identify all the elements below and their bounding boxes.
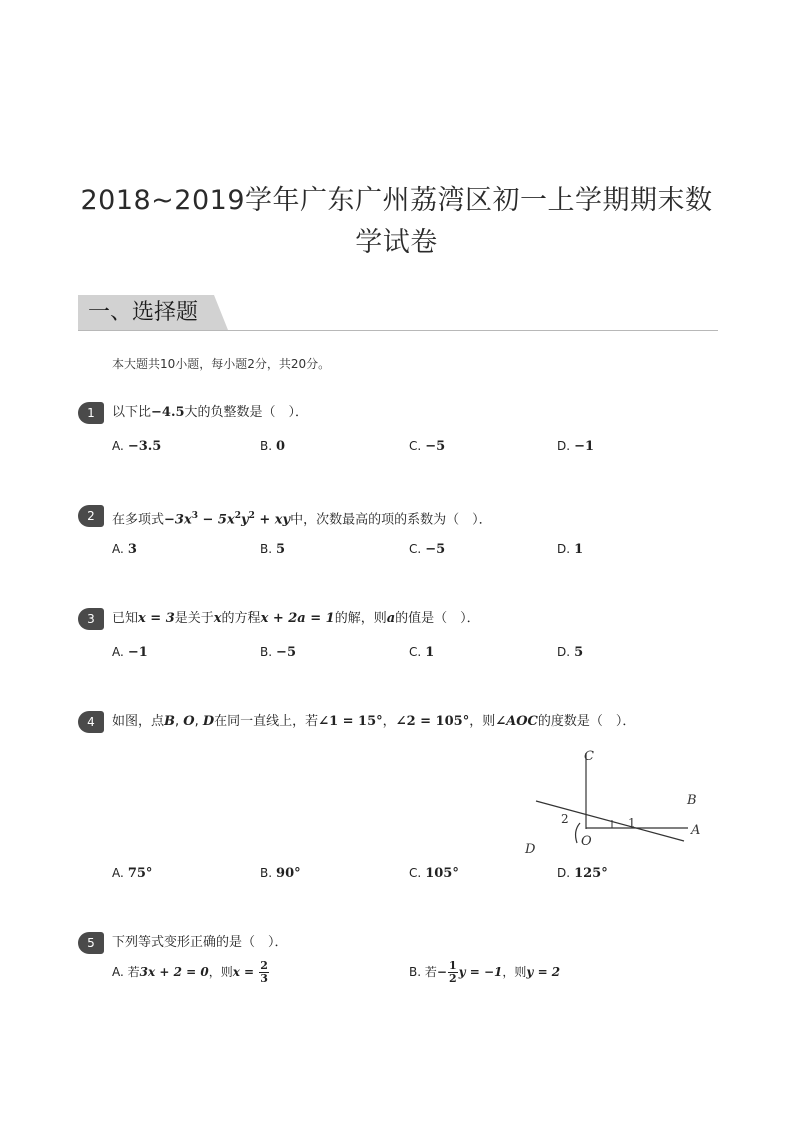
stem-math: + xy <box>254 512 291 528</box>
stem-text: , <box>194 714 203 729</box>
option-value: −1 <box>574 439 595 454</box>
option-letter: A. <box>112 645 124 659</box>
option-letter: B. <box>409 965 422 979</box>
stem-text: 已知 <box>112 611 139 626</box>
option-b[interactable] <box>260 541 285 558</box>
label-angle-2: 2 <box>561 812 569 826</box>
option-c[interactable] <box>409 865 459 882</box>
stem-text: 的方程 <box>221 611 261 626</box>
section-divider <box>78 330 718 331</box>
option-letter: B. <box>260 866 273 880</box>
label-d: D <box>525 842 536 857</box>
stem-math: x <box>213 611 222 626</box>
option-b[interactable] <box>260 865 301 882</box>
option-value: 0 <box>276 439 286 454</box>
stem-math: x + 2a = 1 <box>260 611 335 626</box>
option-letter: C. <box>409 542 422 556</box>
stem-math: D <box>202 714 215 729</box>
fraction-denominator: 3 <box>260 972 268 985</box>
option-letter: D. <box>557 645 571 659</box>
option-value: −5 <box>425 542 446 557</box>
question-stem <box>112 714 635 730</box>
section-instructions: 本大题共10小题，每小题2分，共20分。 <box>112 357 331 371</box>
option-letter: D. <box>557 542 571 556</box>
option-text: 若 <box>424 965 437 979</box>
stem-text: 以下比 <box>112 405 152 420</box>
option-c[interactable] <box>409 541 445 558</box>
angle-2-arc <box>576 823 580 843</box>
question-stem <box>112 611 480 627</box>
option-value: 75° <box>127 866 153 881</box>
stem-text: 中，次数最高的项的系数为（ ）． <box>290 512 492 528</box>
option-b[interactable] <box>409 960 560 985</box>
stem-math: B <box>164 714 176 729</box>
option-value: 5 <box>276 542 286 557</box>
option-value: 1 <box>425 645 435 660</box>
option-text: 若 <box>127 965 140 979</box>
option-b[interactable] <box>260 644 296 661</box>
stem-exponent: 2 <box>234 511 241 521</box>
option-a[interactable] <box>112 438 161 455</box>
option-value: 90° <box>276 866 301 881</box>
option-d[interactable] <box>557 644 583 661</box>
stem-text: ， <box>382 714 396 729</box>
option-b[interactable] <box>260 438 285 455</box>
option-letter: B. <box>260 542 273 556</box>
question-stem <box>112 508 492 528</box>
stem-text: 是关于 <box>174 611 214 626</box>
question-number-badge: 2 <box>78 505 104 527</box>
option-value: −1 <box>127 645 148 660</box>
fraction-numerator: 1 <box>448 959 457 972</box>
stem-math: ∠2 = 105° <box>395 714 470 729</box>
option-math: x = <box>232 965 259 979</box>
label-b: B <box>687 793 697 808</box>
question-number-badge: 4 <box>78 711 104 733</box>
question-stem: 下列等式变形正确的是（ ）． <box>112 935 288 950</box>
option-letter: C. <box>409 439 422 453</box>
section-header <box>78 295 718 331</box>
fraction <box>448 960 458 985</box>
stem-text: 在同一直线上，若 <box>214 714 319 729</box>
section-label: 一、选择题 <box>88 300 199 325</box>
line-bd <box>536 801 684 841</box>
stem-math: −3x <box>164 512 192 528</box>
option-value: 125° <box>574 866 608 881</box>
stem-math: O <box>183 714 195 729</box>
option-math: − <box>436 965 447 979</box>
label-c: C <box>584 749 594 764</box>
stem-exponent: 2 <box>248 511 255 521</box>
option-value: −5 <box>276 645 296 660</box>
fraction-numerator: 2 <box>260 959 268 972</box>
option-letter: B. <box>260 439 273 453</box>
option-letter: A. <box>112 965 124 979</box>
option-text: ，则 <box>208 965 233 979</box>
option-value: 1 <box>574 542 584 557</box>
option-letter: B. <box>260 645 273 659</box>
option-value: −5 <box>425 439 446 454</box>
option-a[interactable] <box>112 960 270 985</box>
option-c[interactable] <box>409 438 445 455</box>
stem-exponent: 3 <box>191 511 198 521</box>
option-a[interactable] <box>112 541 137 558</box>
option-d[interactable] <box>557 865 608 882</box>
option-letter: A. <box>112 542 124 556</box>
option-letter: D. <box>557 866 571 880</box>
question-stem <box>112 405 308 421</box>
stem-math: y <box>241 512 249 528</box>
stem-math: a <box>386 611 396 626</box>
stem-text: 在多项式 <box>112 512 165 528</box>
page-title: 2018~2019学年广东广州荔湾区初一上学期期末数学试卷 <box>80 185 713 258</box>
option-a[interactable] <box>112 865 152 882</box>
option-value: 5 <box>574 645 584 660</box>
question-number-badge: 3 <box>78 608 104 630</box>
question-number-badge: 5 <box>78 932 104 954</box>
stem-text: , <box>175 714 184 729</box>
stem-text: 的解，则 <box>334 611 387 626</box>
option-c[interactable] <box>409 644 434 661</box>
geometry-figure <box>520 745 720 860</box>
option-math: 3x + 2 = 0 <box>139 965 209 979</box>
option-value: −3.5 <box>127 439 162 454</box>
option-d[interactable] <box>557 438 594 455</box>
option-letter: A. <box>112 866 124 880</box>
stem-math: −4.5 <box>151 405 185 420</box>
stem-math: − 5x <box>197 512 235 528</box>
stem-text: 的度数是（ ）． <box>537 714 636 729</box>
option-letter: C. <box>409 866 422 880</box>
option-value: 105° <box>425 866 459 881</box>
stem-math: ∠1 = 15° <box>318 714 383 729</box>
option-letter: D. <box>557 439 571 453</box>
option-value: 3 <box>127 542 137 557</box>
option-math: y = 2 <box>526 965 561 979</box>
stem-text: 的值是（ ）． <box>395 611 480 626</box>
label-o: O <box>581 834 592 849</box>
fraction-denominator: 2 <box>448 972 457 985</box>
label-a: A <box>691 823 701 838</box>
option-d[interactable] <box>557 541 583 558</box>
option-letter: A. <box>112 439 124 453</box>
option-math: y = −1 <box>458 965 503 979</box>
option-text: ，则 <box>502 965 527 979</box>
question-number-badge: 1 <box>78 402 104 424</box>
label-angle-1: 1 <box>628 816 636 830</box>
stem-math: x = 3 <box>138 611 175 626</box>
stem-text: 大的负整数是（ ）． <box>184 405 309 420</box>
stem-math: ∠AOC <box>495 714 538 729</box>
stem-text: 如图，点 <box>112 714 165 729</box>
fraction <box>259 960 269 985</box>
option-a[interactable] <box>112 644 148 661</box>
option-letter: C. <box>409 645 422 659</box>
stem-text: ，则 <box>469 714 496 729</box>
